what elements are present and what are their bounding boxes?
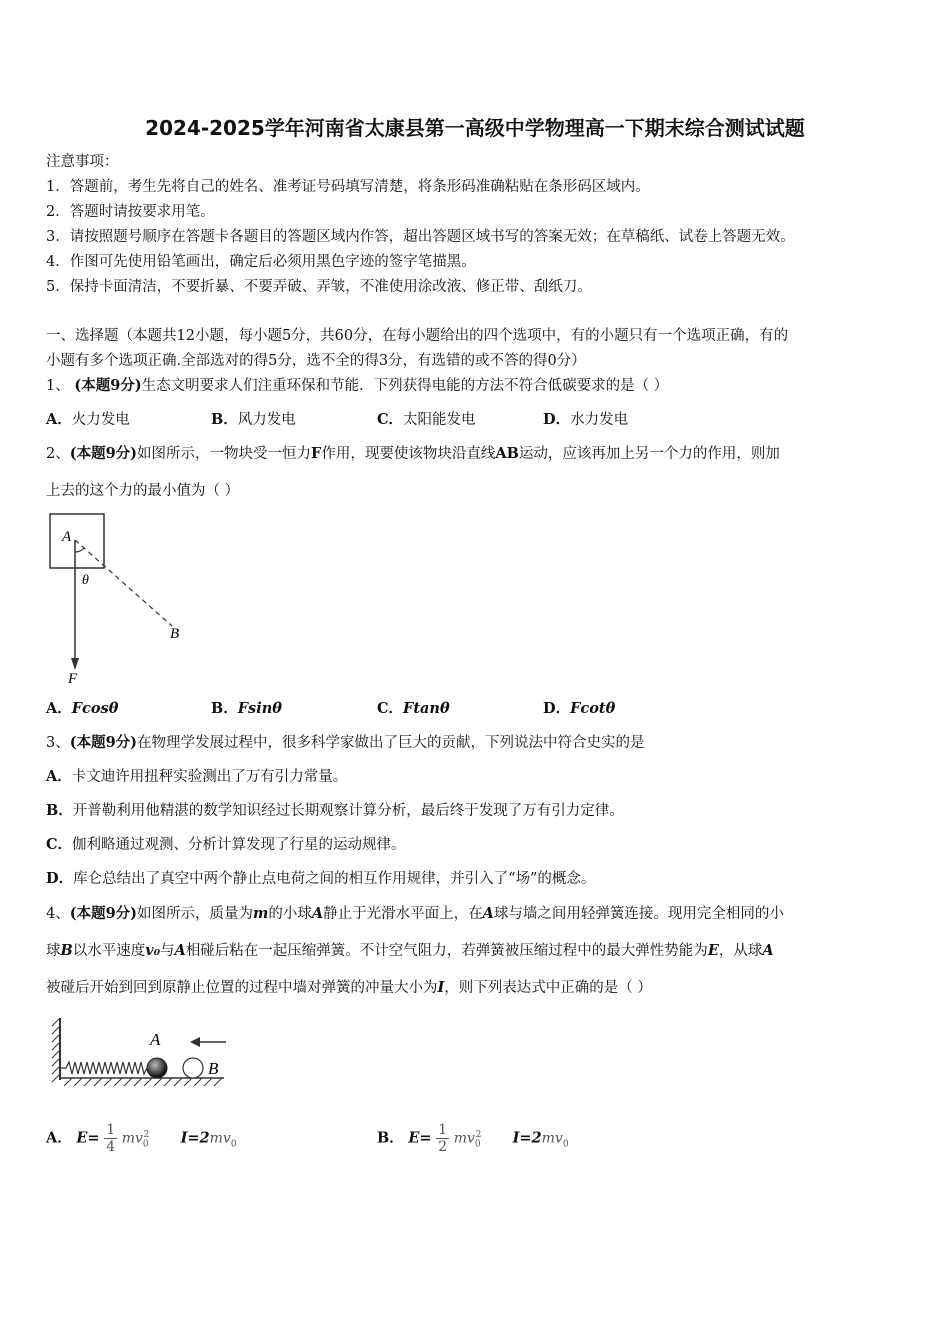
- q1-option-c: C．太阳能发电: [377, 411, 476, 428]
- section-intro-line2: 小题有多个选项正确.全部选对的得5分，选不全的得3分，有选错的或不答的得0分）: [46, 353, 586, 369]
- question-4-line3: 被碰后开始到回到原静止位置的过程中墙对弹簧的冲量大小为I，则下列表达式中正确的是（ ）: [46, 979, 652, 996]
- label-b: B: [170, 626, 180, 642]
- q3-option-d: D．库仑总结出了真空中两个静止点电荷之间的相互作用规律，并引入了“场”的概念。: [46, 870, 596, 887]
- velocity-arrowhead: [190, 1037, 200, 1047]
- question-4: 4、(本题9分)如图所示，质量为m的小球A静止于光滑水平面上，在A球与墙之间用轻弹簧连接。现用完全相同的小: [46, 905, 784, 922]
- q4-option-a: A． E= $\frac{1}{4}$ $mv_0^2$ $I=2mv_0$: [46, 1122, 237, 1155]
- path-ab: [75, 540, 172, 626]
- question-2-line2: 上去的这个力的最小值为（ ）: [46, 483, 240, 499]
- fraction: $\frac{1}{4}$: [106, 1122, 116, 1155]
- notice-item: 1．答题前，考生先将自己的姓名、准考证号码填写清楚，将条形码准确粘贴在条形码区域内。: [46, 179, 650, 195]
- page-title: 2024-2025学年河南省太康县第一高级中学物理高一下期末综合测试试题: [145, 116, 805, 140]
- question-3: 3、(本题9分)在物理学发展过程中，很多科学家做出了巨大的贡献，下列说法中符合史实的是: [46, 734, 645, 751]
- wall-hatch: [52, 1018, 60, 1082]
- notice-item: 3．请按照题号顺序在答题卡各题目的答题区域内作答，超出答题区域书写的答案无效；在草稿纸、试卷上答题无效。: [46, 229, 795, 245]
- q1-option-b: B．风力发电: [211, 411, 296, 428]
- question-score: (本题9分): [74, 377, 142, 394]
- force-arrowhead: [71, 658, 79, 670]
- label-a: A: [150, 1030, 161, 1049]
- notice-item: 5．保持卡面清洁，不要折暴、不要弄破、弄皱，不准使用涂改液、修正带、刮纸刀。: [46, 279, 592, 295]
- q1-option-d: D．水力发电: [543, 411, 629, 428]
- q1-option-a: A．火力发电: [46, 411, 130, 428]
- q4-figure: [44, 1012, 244, 1092]
- q2-option-d: D．Fcotθ: [543, 700, 616, 717]
- angle-arc: [75, 548, 84, 552]
- q2-option-b: B．Fsinθ: [211, 700, 282, 717]
- floor-hatch: [64, 1078, 222, 1086]
- q2-option-c: C．Ftanθ: [377, 700, 450, 717]
- label-a: A: [62, 529, 72, 545]
- q3-option-c: C．伽利略通过观测、分析计算发现了行星的运动规律。: [46, 836, 406, 853]
- notice-heading: 注意事项：: [46, 154, 119, 170]
- question-number: 1、: [46, 378, 70, 394]
- label-f: F: [68, 671, 78, 687]
- ball-a: [147, 1058, 167, 1078]
- notice-item: 2．答题时请按要求用笔。: [46, 204, 215, 220]
- q2-option-a: A．Fcosθ: [46, 700, 119, 717]
- question-text: 生态文明要求人们注重环保和节能．下列获得电能的方法不符合低碳要求的是（ ）: [141, 378, 669, 394]
- question-2: 2、(本题9分)如图所示，一物块受一恒力F作用，现要使该物块沿直线AB运动，应该再加上另一个力的作用，则加: [46, 445, 780, 462]
- notice-item: 4．作图可先使用铅笔画出，确定后必须用黑色字迹的签字笔描黑。: [46, 254, 476, 270]
- section-intro-line1: 一、选择题（本题共12小题，每小题5分，共60分，在每小题给出的四个选项中，有的小题只有一个选项正确，有的: [46, 328, 789, 344]
- q2-figure: [40, 508, 200, 688]
- spring: [60, 1062, 148, 1074]
- q4-option-b: B． E= $\frac{1}{2}$ $mv_0^2$ $I=2mv_0$: [377, 1122, 569, 1155]
- ball-b: [183, 1058, 203, 1078]
- label-theta: θ: [82, 573, 89, 588]
- fraction: $\frac{1}{2}$: [438, 1122, 448, 1155]
- label-b: B: [208, 1059, 219, 1078]
- q3-option-a: A．卡文迪许用扭秤实验测出了万有引力常量。: [46, 768, 348, 785]
- question-4-line2: 球B以水平速度v₀与A相碰后粘在一起压缩弹簧。不计空气阻力，若弹簧被压缩过程中的最大弹性势能为E，从球A: [46, 942, 774, 959]
- question-1: [46, 376, 668, 396]
- q3-option-b: B．开普勒利用他精湛的数学知识经过长期观察计算分析，最后终于发现了万有引力定律。: [46, 802, 624, 819]
